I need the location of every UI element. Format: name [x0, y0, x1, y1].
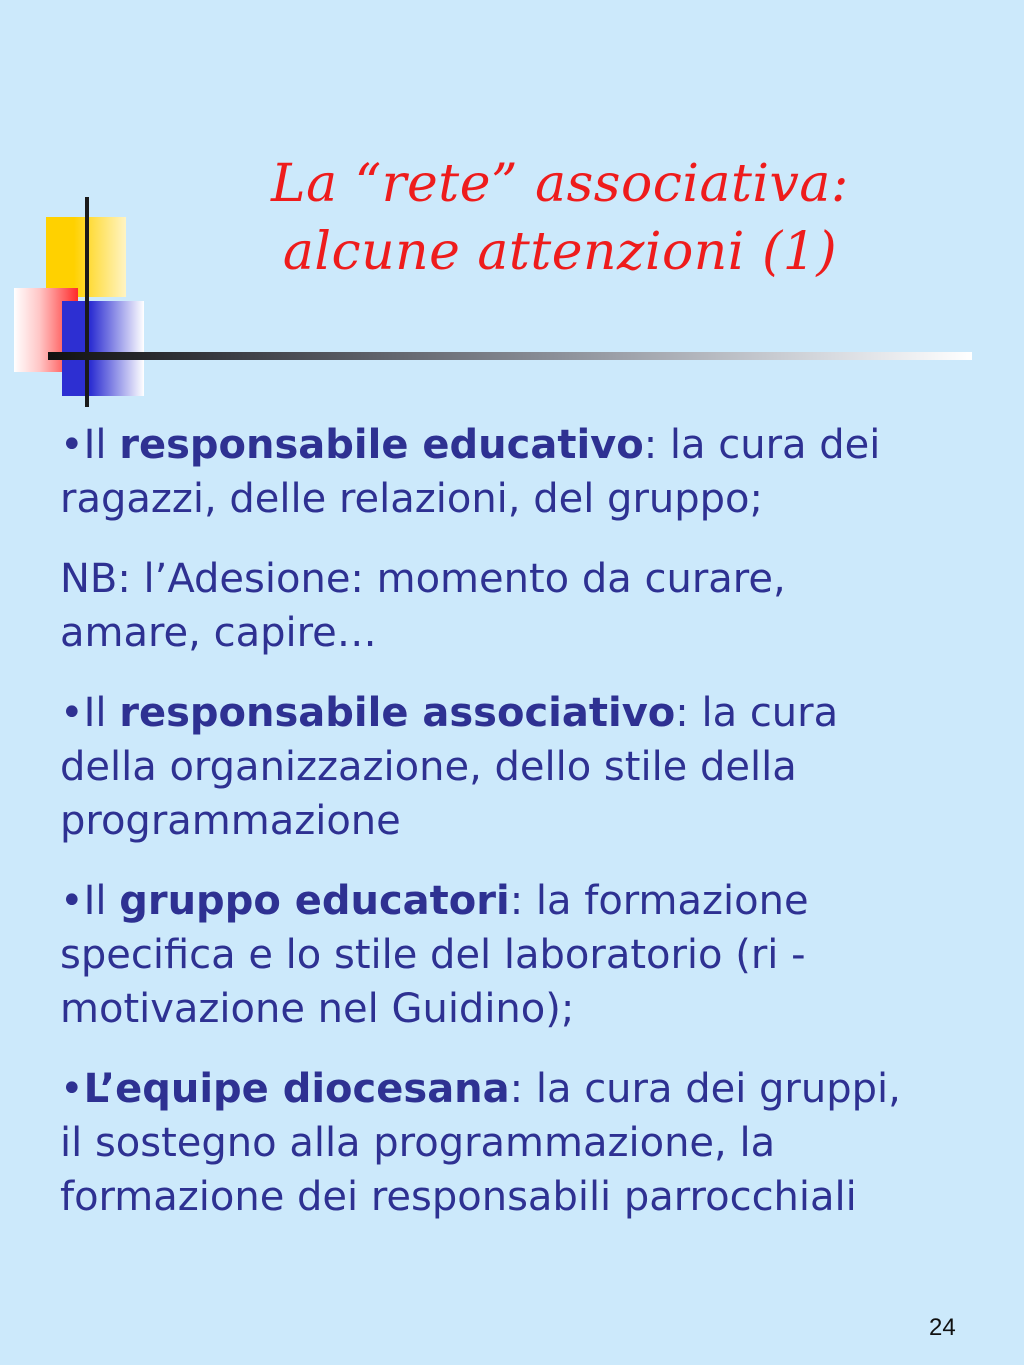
bullet-item	[60, 874, 930, 1036]
title-rule	[48, 352, 972, 360]
bullet-text: : la cura dei ragazzi, delle relazioni, del gruppo;	[60, 422, 881, 522]
note-paragraph	[60, 552, 930, 660]
bullet-bold-term: gruppo educatori	[119, 878, 510, 924]
slide-content	[60, 418, 930, 1250]
bullet-marker: •	[60, 422, 84, 468]
bullet-marker: •	[60, 690, 84, 736]
bullet-prefix: Il	[83, 878, 120, 924]
bullet-marker: •	[60, 878, 84, 924]
bullet-bold-term: responsabile educativo	[119, 422, 644, 468]
bullet-marker: •	[60, 1066, 84, 1112]
slide-title	[180, 150, 940, 286]
slide-title-line-1: La “rete” associativa:	[271, 154, 849, 214]
bullet-prefix: Il	[83, 690, 120, 736]
page-number: 24	[929, 1314, 956, 1341]
bullet-item	[60, 418, 930, 526]
bullet-text: : la cura della organizzazione, dello stile della programmazione	[60, 690, 839, 844]
bullet-text: : la formazione specifica e lo stile del laboratorio (ri -motivazione nel Guidino);	[60, 878, 809, 1032]
bullet-item	[60, 1062, 930, 1224]
slide-title-line-2: alcune attenzioni (1)	[282, 222, 838, 282]
note-text: NB: l’Adesione: momento da curare, amare, capire…	[60, 556, 786, 656]
bullet-item	[60, 686, 930, 848]
vertical-line-decoration	[85, 197, 89, 407]
bullet-prefix: Il	[83, 422, 120, 468]
bullet-text: : la cura dei gruppi, il sostegno alla programmazione, la formazione dei responsabili parrocchiali	[60, 1066, 901, 1220]
bullet-bold-term: responsabile associativo	[119, 690, 676, 736]
bullet-bold-term: L’equipe diocesana	[83, 1066, 510, 1112]
blue-square-decoration	[62, 301, 144, 396]
